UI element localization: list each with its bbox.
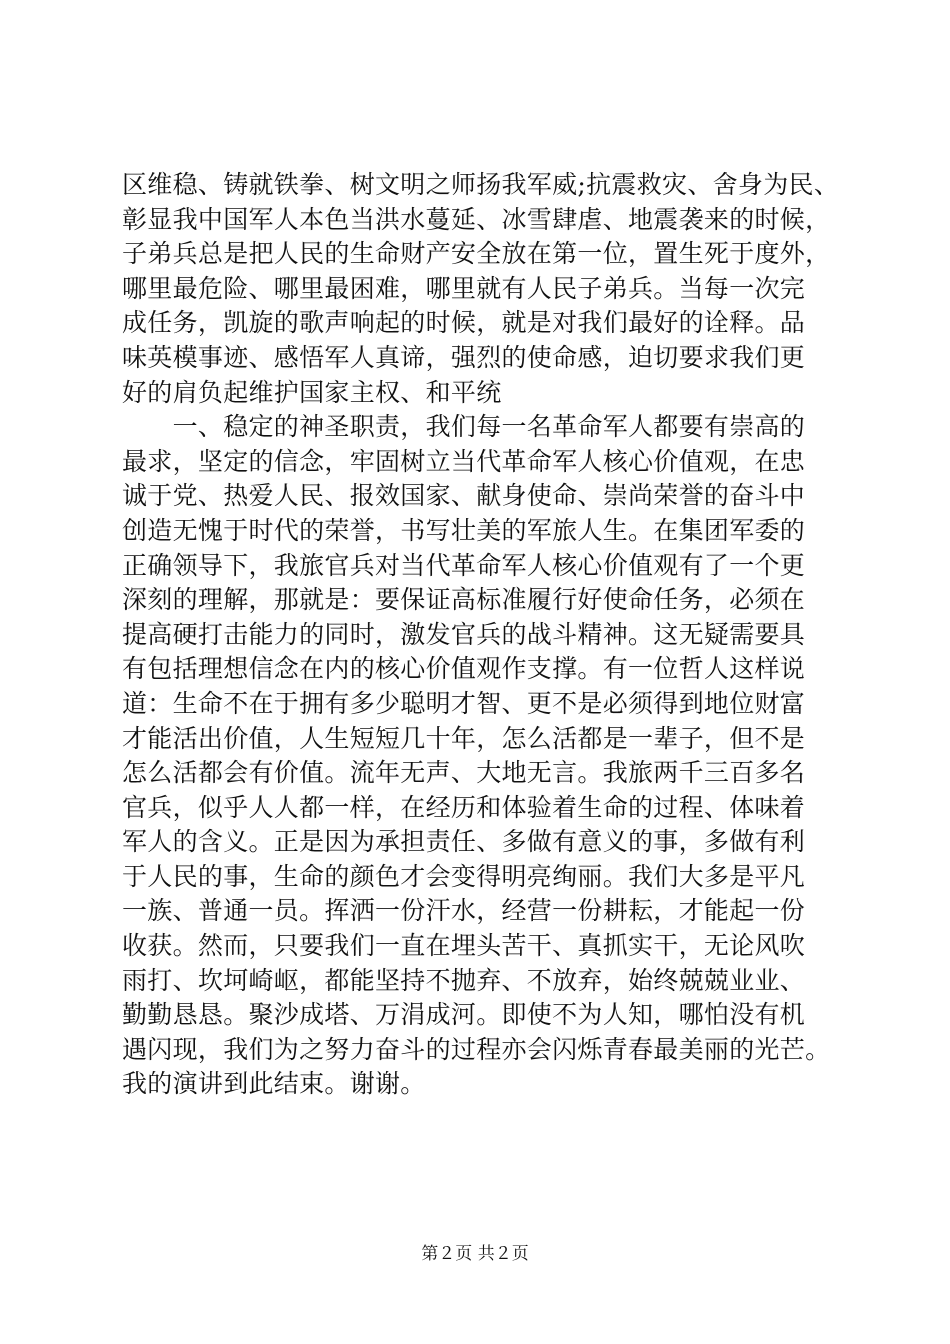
text-line: 于人民的事，生命的颜色才会变得明亮绚丽。我们大多是平凡 [122,861,806,891]
body-text [122,168,842,1102]
text-line: 深刻的理解，那就是：要保证高标准履行好使命任务，必须在 [122,585,806,615]
text-line: 才能活出价值，人生短短几十年，怎么活都是一辈子，但不是 [122,723,806,753]
text-line: 区维稳、铸就铁拳、树文明之师扬我军威;抗震救灾、舍身为民、 [122,170,840,199]
text-line: 有包括理想信念在内的核心价值观作支撑。有一位哲人这样说 [122,654,806,684]
text-line: 诚于党、热爱人民、报效国家、献身使命、崇尚荣誉的奋斗中 [122,481,806,511]
text-line: 提高硬打击能力的同时，激发官兵的战斗精神。这无疑需要具 [122,619,806,649]
page-number-label: 第２页 共２页 [421,1244,529,1264]
text-line: 遇闪现，我们为之努力奋斗的过程亦会闪烁青春最美丽的光芒。 [122,1034,831,1064]
text-line: 一族、普通一员。挥洒一份汗水，经营一份耕耘，才能起一份 [122,896,806,926]
text-line: 勤勤恳恳。聚沙成塔、万涓成河。即使不为人知，哪怕没有机 [122,1000,806,1030]
text-line: 创造无愧于时代的荣誉，书写壮美的军旅人生。在集团军委的 [122,515,806,545]
text-line: 官兵，似乎人人都一样，在经历和体验着生命的过程、体味着 [122,792,806,822]
text-line: 我的演讲到此结束。谢谢。 [122,1069,426,1099]
text-line: 子弟兵总是把人民的生命财产安全放在第一位，置生死于度外， [122,239,831,269]
text-line: 最求，坚定的信念，牢固树立当代革命军人核心价值观，在忠 [122,446,806,476]
text-line: 雨打、坎坷崎岖，都能坚持不抛弃、不放弃，始终兢兢业业、 [122,965,806,995]
text-line: 正确领导下，我旅官兵对当代革命军人核心价值观有了一个更 [122,550,806,580]
text-line: 怎么活都会有价值。流年无声、大地无言。我旅两千三百多名 [122,758,806,788]
text-line: 成任务，凯旋的歌声响起的时候，就是对我们最好的诠释。品 [122,308,806,338]
text-line: 哪里最危险、哪里最困难，哪里就有人民子弟兵。当每一次完 [122,273,806,303]
text-line: 一、稳定的神圣职责，我们每一名革命军人都要有崇高的 [122,412,806,442]
page-footer [0,1242,950,1266]
text-line: 军人的含义。正是因为承担责任、多做有意义的事，多做有利 [122,827,806,857]
text-line: 好的肩负起维护国家主权、和平统 [122,377,502,407]
text-line: 味英模事迹、感悟军人真谛，强烈的使命感，迫切要求我们更 [122,342,806,372]
text-line: 收获。然而，只要我们一直在埋头苦干、真抓实干，无论风吹 [122,931,806,961]
text-line: 道：生命不在于拥有多少聪明才智、更不是必须得到地位财富 [122,688,806,718]
text-line: 彰显我中国军人本色当洪水蔓延、冰雪肆虐、地震袭来的时候， [122,204,831,234]
